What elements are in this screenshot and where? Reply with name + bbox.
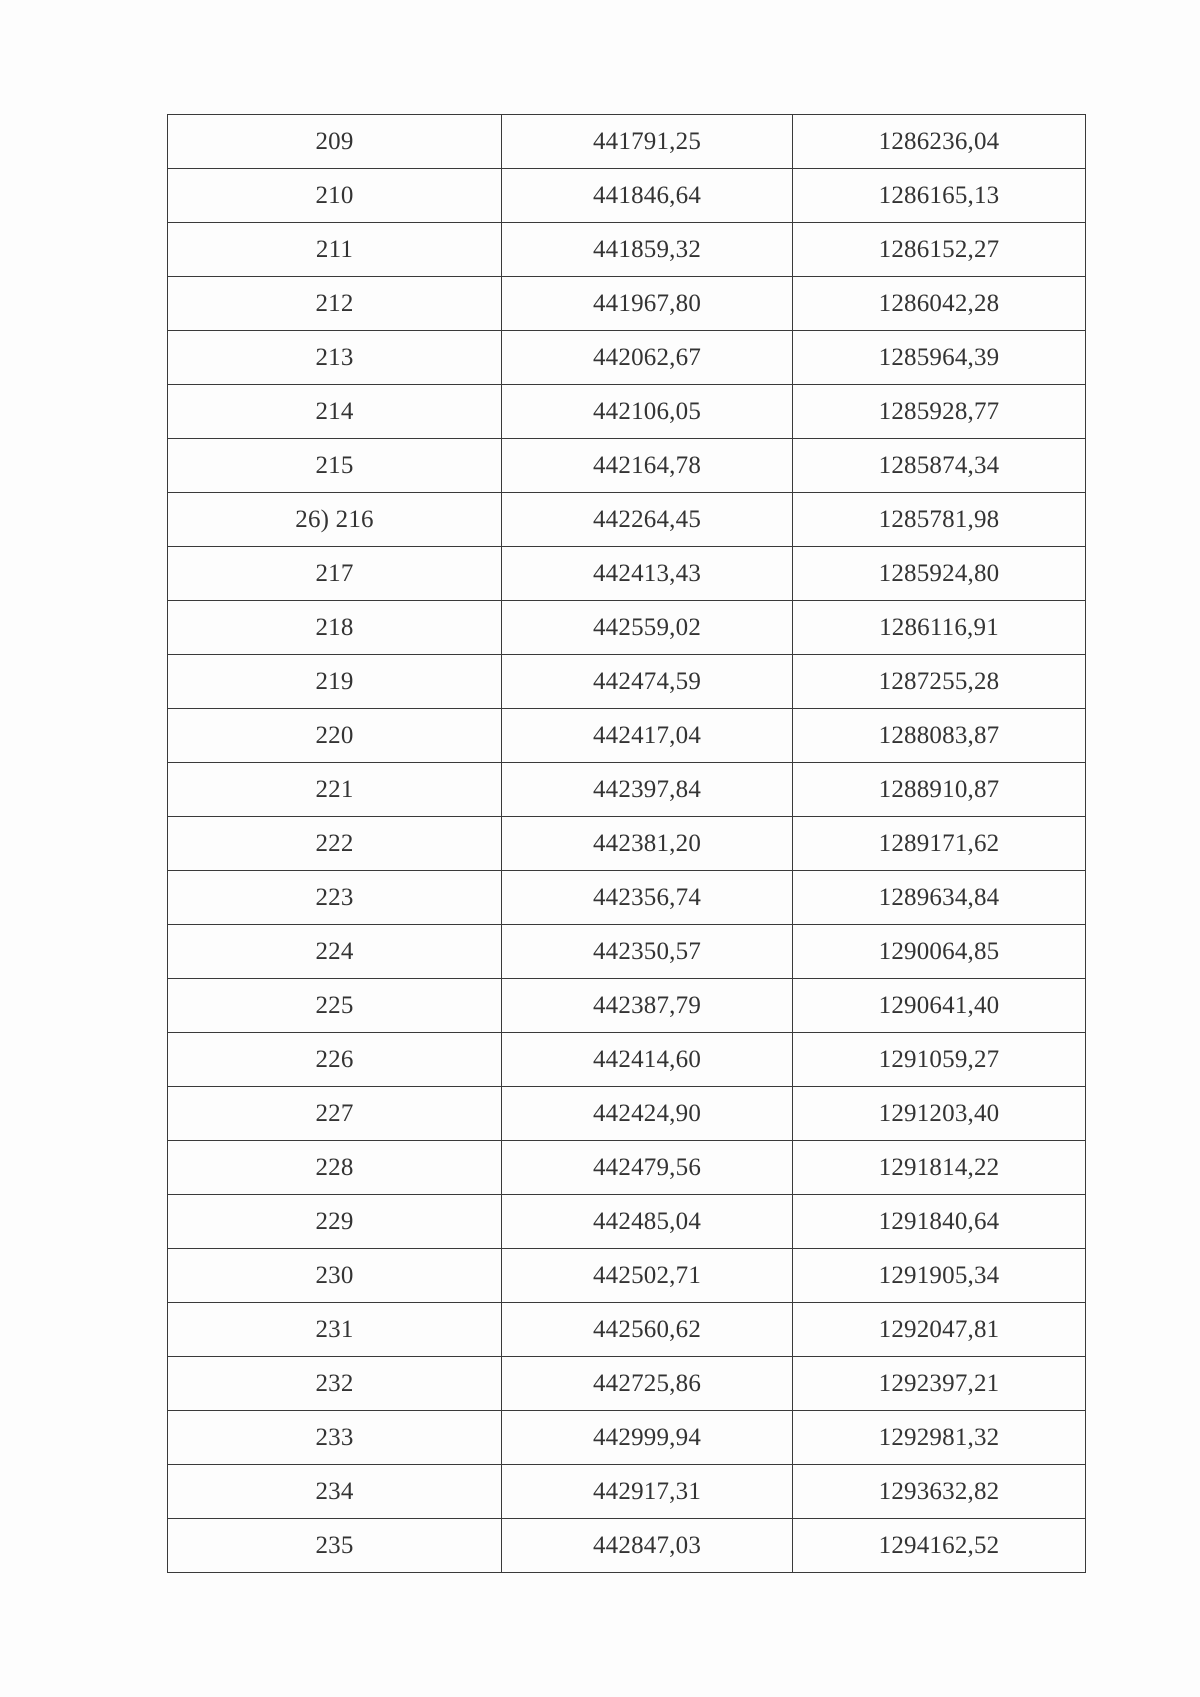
- table-row: [168, 1357, 1086, 1411]
- y-coordinate-cell: 1290641,40: [793, 979, 1086, 1033]
- y-coordinate-cell: 1291203,40: [793, 1087, 1086, 1141]
- x-coordinate-cell: 442164,78: [502, 439, 793, 493]
- y-coordinate-cell: 1286165,13: [793, 169, 1086, 223]
- y-coordinate-cell: 1291905,34: [793, 1249, 1086, 1303]
- x-coordinate-cell: 442424,90: [502, 1087, 793, 1141]
- x-coordinate-cell: 442479,56: [502, 1141, 793, 1195]
- point-number-cell: 229: [168, 1195, 502, 1249]
- y-coordinate-cell: 1293632,82: [793, 1465, 1086, 1519]
- table-row: [168, 1087, 1086, 1141]
- y-coordinate-cell: 1292047,81: [793, 1303, 1086, 1357]
- point-number-cell: 213: [168, 331, 502, 385]
- y-coordinate-cell: 1292981,32: [793, 1411, 1086, 1465]
- table-row: [168, 1411, 1086, 1465]
- point-number-cell: 212: [168, 277, 502, 331]
- point-number-cell: 230: [168, 1249, 502, 1303]
- point-number-cell: 214: [168, 385, 502, 439]
- table-row: [168, 1465, 1086, 1519]
- y-coordinate-cell: 1286152,27: [793, 223, 1086, 277]
- y-coordinate-cell: 1294162,52: [793, 1519, 1086, 1573]
- table-row: [168, 223, 1086, 277]
- y-coordinate-cell: 1287255,28: [793, 655, 1086, 709]
- table-row: [168, 709, 1086, 763]
- x-coordinate-cell: 442414,60: [502, 1033, 793, 1087]
- x-coordinate-cell: 442502,71: [502, 1249, 793, 1303]
- table-row: [168, 925, 1086, 979]
- point-number-cell: 219: [168, 655, 502, 709]
- point-number-cell: 222: [168, 817, 502, 871]
- y-coordinate-cell: 1285964,39: [793, 331, 1086, 385]
- table-row: [168, 871, 1086, 925]
- y-coordinate-cell: 1285928,77: [793, 385, 1086, 439]
- coordinates-table-body: [168, 115, 1086, 1573]
- table-row: [168, 601, 1086, 655]
- x-coordinate-cell: 442264,45: [502, 493, 793, 547]
- x-coordinate-cell: 442381,20: [502, 817, 793, 871]
- point-number-cell: 215: [168, 439, 502, 493]
- y-coordinate-cell: 1289634,84: [793, 871, 1086, 925]
- point-number-cell: 228: [168, 1141, 502, 1195]
- table-row: [168, 655, 1086, 709]
- table-row: [168, 385, 1086, 439]
- y-coordinate-cell: 1285924,80: [793, 547, 1086, 601]
- point-number-cell: 235: [168, 1519, 502, 1573]
- table-row: [168, 763, 1086, 817]
- table-row: [168, 817, 1086, 871]
- x-coordinate-cell: 442917,31: [502, 1465, 793, 1519]
- x-coordinate-cell: 442062,67: [502, 331, 793, 385]
- x-coordinate-cell: 442560,62: [502, 1303, 793, 1357]
- point-number-cell: 211: [168, 223, 502, 277]
- point-number-cell: 225: [168, 979, 502, 1033]
- y-coordinate-cell: 1285781,98: [793, 493, 1086, 547]
- y-coordinate-cell: 1291840,64: [793, 1195, 1086, 1249]
- y-coordinate-cell: 1289171,62: [793, 817, 1086, 871]
- x-coordinate-cell: 442485,04: [502, 1195, 793, 1249]
- coordinates-table: [167, 114, 1086, 1573]
- point-number-cell: 232: [168, 1357, 502, 1411]
- x-coordinate-cell: 442397,84: [502, 763, 793, 817]
- y-coordinate-cell: 1286116,91: [793, 601, 1086, 655]
- table-row: [168, 979, 1086, 1033]
- table-row: [168, 277, 1086, 331]
- x-coordinate-cell: 442106,05: [502, 385, 793, 439]
- table-row: [168, 1141, 1086, 1195]
- x-coordinate-cell: 442417,04: [502, 709, 793, 763]
- point-number-cell: 220: [168, 709, 502, 763]
- y-coordinate-cell: 1288910,87: [793, 763, 1086, 817]
- point-number-cell: 233: [168, 1411, 502, 1465]
- x-coordinate-cell: 442387,79: [502, 979, 793, 1033]
- y-coordinate-cell: 1285874,34: [793, 439, 1086, 493]
- point-number-cell: 234: [168, 1465, 502, 1519]
- table-row: [168, 1519, 1086, 1573]
- x-coordinate-cell: 442350,57: [502, 925, 793, 979]
- table-row: [168, 331, 1086, 385]
- point-number-cell: 226: [168, 1033, 502, 1087]
- table-row: [168, 493, 1086, 547]
- x-coordinate-cell: 442474,59: [502, 655, 793, 709]
- x-coordinate-cell: 441967,80: [502, 277, 793, 331]
- point-number-cell: 221: [168, 763, 502, 817]
- point-number-cell: 209: [168, 115, 502, 169]
- y-coordinate-cell: 1286042,28: [793, 277, 1086, 331]
- x-coordinate-cell: 441859,32: [502, 223, 793, 277]
- table-row: [168, 115, 1086, 169]
- y-coordinate-cell: 1291814,22: [793, 1141, 1086, 1195]
- point-number-cell: 227: [168, 1087, 502, 1141]
- table-row: [168, 439, 1086, 493]
- point-number-cell: 217: [168, 547, 502, 601]
- table-row: [168, 547, 1086, 601]
- x-coordinate-cell: 442559,02: [502, 601, 793, 655]
- x-coordinate-cell: 441846,64: [502, 169, 793, 223]
- x-coordinate-cell: 442847,03: [502, 1519, 793, 1573]
- table-row: [168, 1033, 1086, 1087]
- point-number-cell: 223: [168, 871, 502, 925]
- x-coordinate-cell: 442413,43: [502, 547, 793, 601]
- y-coordinate-cell: 1286236,04: [793, 115, 1086, 169]
- point-number-cell: 26) 216: [168, 493, 502, 547]
- point-number-cell: 210: [168, 169, 502, 223]
- table-row: [168, 1195, 1086, 1249]
- y-coordinate-cell: 1291059,27: [793, 1033, 1086, 1087]
- y-coordinate-cell: 1292397,21: [793, 1357, 1086, 1411]
- table-row: [168, 169, 1086, 223]
- table-row: [168, 1249, 1086, 1303]
- y-coordinate-cell: 1290064,85: [793, 925, 1086, 979]
- x-coordinate-cell: 442725,86: [502, 1357, 793, 1411]
- x-coordinate-cell: 441791,25: [502, 115, 793, 169]
- table-row: [168, 1303, 1086, 1357]
- point-number-cell: 224: [168, 925, 502, 979]
- y-coordinate-cell: 1288083,87: [793, 709, 1086, 763]
- point-number-cell: 218: [168, 601, 502, 655]
- x-coordinate-cell: 442999,94: [502, 1411, 793, 1465]
- x-coordinate-cell: 442356,74: [502, 871, 793, 925]
- point-number-cell: 231: [168, 1303, 502, 1357]
